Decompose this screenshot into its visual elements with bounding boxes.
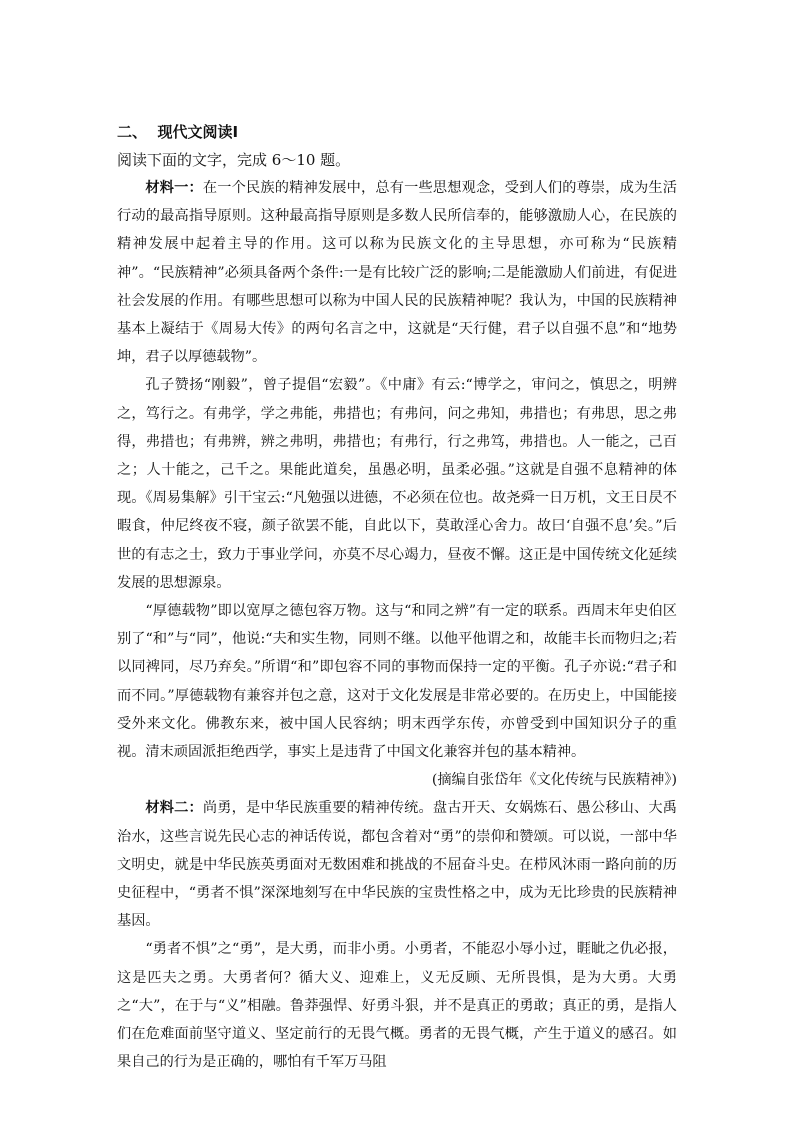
- material1-paragraph-2: 孔子赞扬“刚毅”，曾子提倡“宏毅”。《中庸》有云:“博学之，审问之，慎思之，明辨之，笃行之。有弗学，学之弗能，弗措也；有弗问，问之弗知，弗措也；有弗思，思之弗得，弗措也；有弗辨，辨之弗明，弗措也；有弗行，行之弗笃，弗措也。人一能之，己百之；人十能之，己千之。果能此道矣，虽愚必明，虽柔必强。”这就是自强不息精神的体现。《周易集解》引干宝云:“凡勉强以进德，不必须在位也。故尧舜一日万机，文王日昃不暇食，仲尼终夜不寝，颜子欲罢不能，自此以下，莫敢淫心舍力。故曰‘自强不息’矣。”后世的有志之士，致力于事业学问，亦莫不尽心竭力，昼夜不懈。这正是中国传统文化延续发展的思想源泉。: [117, 377, 677, 591]
- reading-instruction: 阅读下面的文字，完成 6～10 题。: [117, 151, 351, 169]
- material1-paragraph-1-text: 在一个民族的精神发展中，总有一些思想观念，受到人们的尊崇，成为生活行动的最高指导原则。这种最高指导原则是多数人民所信奉的，能够激励人心，在民族的精神发展中起着主导的作用。这可以称为民族文化的主导思想，亦可称为“民族精神”。“民族精神”必须具备两个条件:一是有比较广泛的影响;二是能激励人们前进，有促进社会发展的作用。有哪些思想可以称为中国人民的民族精神呢？我认为，中国的民族精神基本上凝结于《周易大传》的两句名言之中，这就是“天行健，君子以自强不息”和“地势坤，君子以厚德载物”。: [117, 180, 677, 366]
- material1-source: (摘编自张岱年《文化传统与民族精神》): [431, 772, 677, 789]
- material2-label: 材料二：: [145, 800, 203, 817]
- material1-paragraph-1: [117, 174, 677, 371]
- document-page: [117, 118, 677, 1077]
- section-number: 二、: [117, 123, 148, 141]
- section-title: 现代文阅读Ⅰ: [157, 123, 239, 141]
- material2-paragraph-1: [117, 794, 677, 935]
- material2-paragraph-1-text: 尚勇，是中华民族重要的精神传统。盘古开天、女娲炼石、愚公移山、大禹治水，这些言说先民心志的神话传说，都包含着对“勇”的崇仰和赞颂。可以说，一部中华文明史，就是中华民族英勇面对无数困难和挑战的不屈奋斗史。在栉风沐雨一路向前的历史征程中，“勇者不惧”深深地刻写在中华民族的宝贵性格之中，成为无比珍贵的民族精神基因。: [117, 800, 677, 930]
- section-heading: [117, 118, 677, 146]
- material1-label: 材料一：: [145, 180, 203, 196]
- material2-paragraph-2: “勇者不惧”之“勇”，是大勇，而非小勇。小勇者，不能忍小辱小过，睚眦之仇必报，这是匹夫之勇。大勇者何？循大义、迎难上，义无反顾、无所畏惧，是为大勇。大勇之“大”，在于与“义”相融。鲁莽强悍、好勇斗狠，并不是真正的勇敢；真正的勇，是指人们在危难面前坚守道义、坚定前行的无畏气概。勇者的无畏气概，产生于道义的感召。如果自己的行为是正确的，哪怕有千军万马阻: [117, 941, 677, 1071]
- material1-paragraph-3: “厚德载物”即以宽厚之德包容万物。这与“和同之辨”有一定的联系。西周末年史伯区别了“和”与“同”，他说:“夫和实生物，同则不继。以他平他谓之和，故能丰长而物归之;若以同裨同，尽乃弃矣。”所谓“和”即包容不同的事物而保持一定的平衡。孔子亦说:“君子和而不同。”厚德载物有兼容并包之意，这对于文化发展是非常必要的。在历史上，中国能接受外来文化。佛教东来，被中国人民容纳；明末西学东传，亦曾受到中国知识分子的重视。清末顽固派拒绝西学，事实上是违背了中国文化兼容并包的基本精神。: [117, 603, 677, 761]
